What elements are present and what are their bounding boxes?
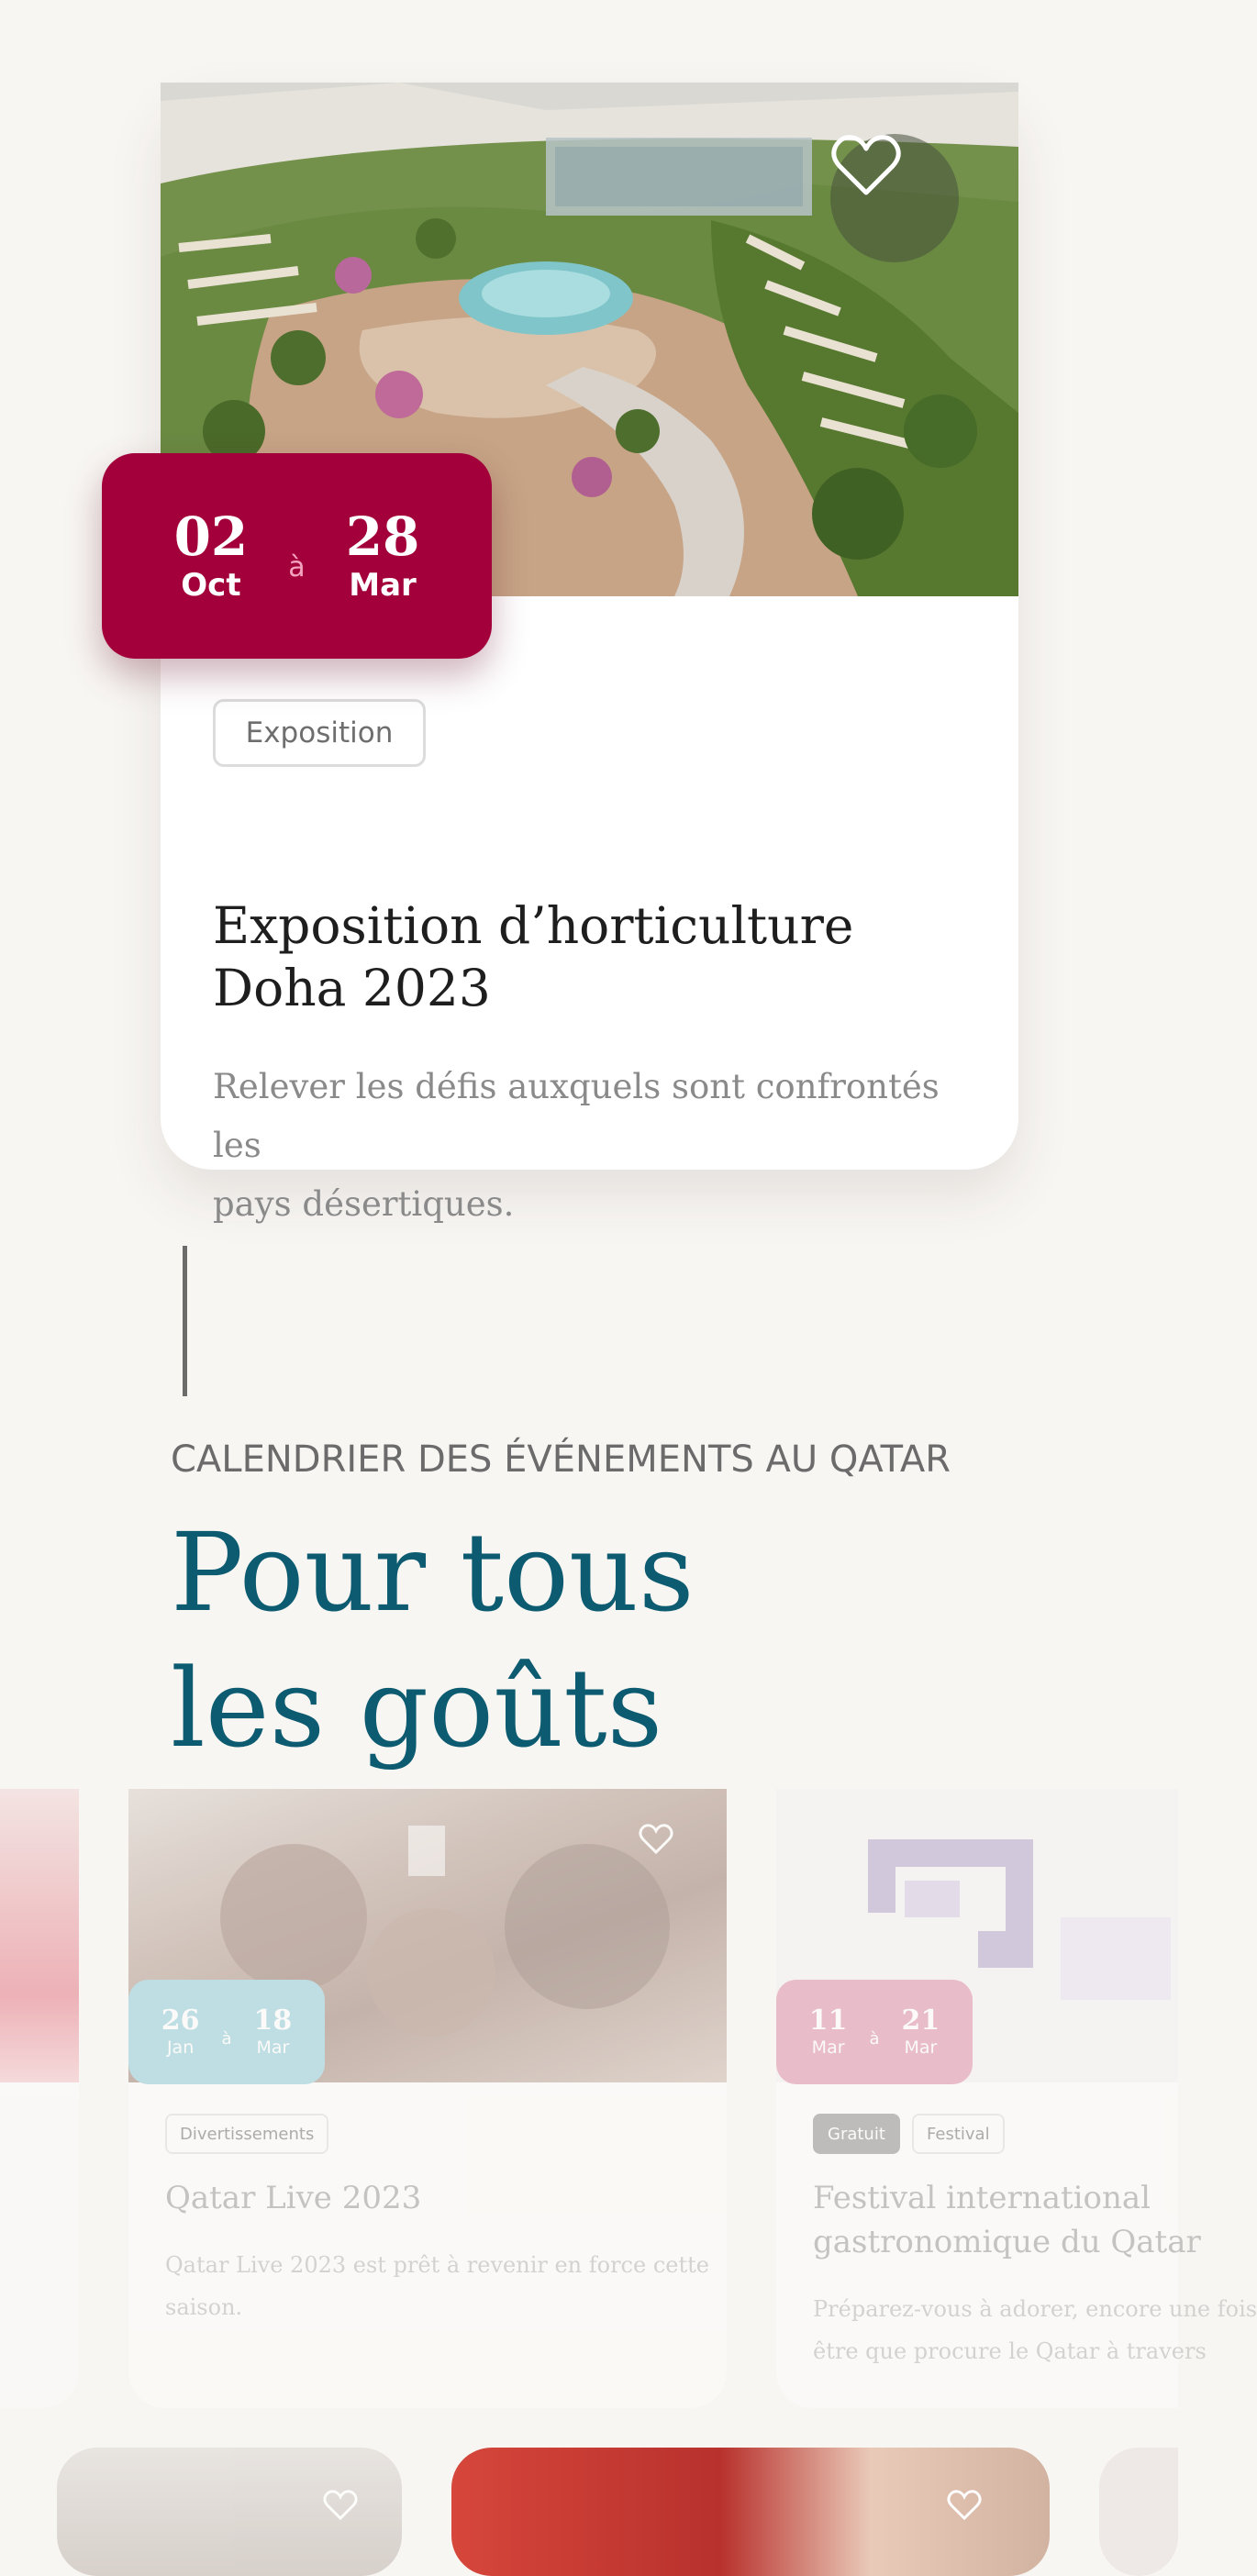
price-tag[interactable]: Gratuit [813,2114,900,2154]
section-title-line: Pour tous [171,1509,695,1636]
start-month: Jan [166,2037,195,2058]
heart-outline-icon [947,2490,982,2521]
end-day: 18 [253,2004,293,2037]
event-description [813,2288,1257,2372]
start-day: 02 [173,505,249,568]
end-month: Mar [904,2037,938,2058]
start-month: Mar [811,2037,845,2058]
event-title-line: Exposition d’horticulture [213,896,854,955]
events-carousel[interactable] [0,1789,1257,2413]
event-card-partial[interactable] [0,1789,79,2408]
event-card[interactable] [776,1789,1257,2408]
heart-outline-icon [323,2490,358,2521]
event-title-line: gastronomique du Qatar [813,2224,1201,2260]
event-description-line: Qatar Live 2023 est prêt à revenir en force cette [165,2252,709,2278]
end-month: Mar [349,567,417,604]
event-description-line: Relever les défis auxquels sont confrontés les [213,1067,940,1165]
event-title-line: Doha 2023 [213,959,491,1017]
end-date [254,2005,293,2059]
start-month: Oct [181,567,241,604]
start-date [809,2005,848,2059]
event-card-partial[interactable] [57,2448,402,2576]
event-title [213,894,965,1019]
event-card-image [0,1789,79,2082]
heart-outline-icon [830,134,902,198]
event-title: Qatar Live 2023 [165,2180,422,2216]
date-separator: à [288,550,306,583]
event-title-line: Festival international [813,2180,1151,2216]
event-card-partial[interactable] [451,2448,1050,2576]
event-card[interactable] [128,1789,727,2408]
date-range-badge [128,1980,325,2084]
event-title [813,2176,1201,2264]
end-date [902,2005,940,2059]
event-description-line: saison. [165,2294,243,2320]
section-title [171,1505,1088,1776]
section-divider [183,1246,187,1396]
end-month: Mar [256,2037,290,2058]
start-day: 26 [161,2004,200,2037]
start-date [174,507,249,605]
favorite-button[interactable] [323,2490,358,2525]
date-range-badge [776,1980,973,2084]
date-separator: à [869,2028,880,2049]
favorite-button[interactable] [830,134,959,262]
start-day: 11 [808,2004,848,2037]
event-description [213,1058,984,1234]
date-range-badge [102,453,492,659]
category-tag[interactable]: Exposition [213,699,426,767]
end-day: 28 [345,505,420,568]
event-description [165,2244,709,2328]
heart-outline-icon [639,1824,673,1855]
event-description-line: pays désertiques. [213,1184,515,1224]
section-eyebrow: CALENDRIER DES ÉVÉNEMENTS AU QATAR [171,1438,951,1481]
date-separator: à [221,2028,232,2049]
category-tag[interactable]: Divertissements [165,2114,328,2154]
end-day: 21 [901,2004,940,2037]
start-date [161,2005,200,2059]
end-date [346,507,420,605]
category-tag[interactable]: Festival [912,2114,1005,2154]
favorite-button[interactable] [624,1807,688,1871]
event-description-line: Préparez-vous à adorer, encore une fois [813,2296,1257,2322]
event-description-line: être que procure le Qatar à travers [813,2338,1207,2364]
favorite-button[interactable] [947,2490,982,2525]
section-title-line: les goûts [171,1645,663,1771]
event-card-partial[interactable] [1099,2448,1178,2576]
